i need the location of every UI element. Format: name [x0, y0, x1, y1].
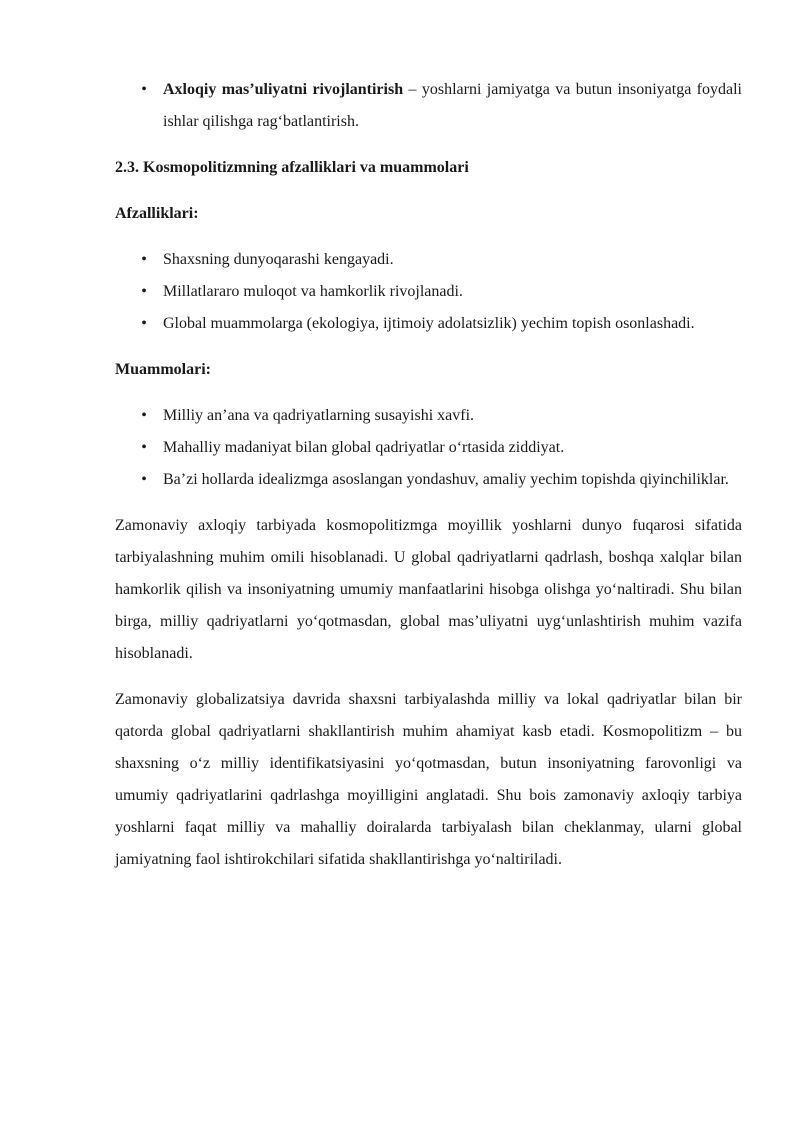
advantages-heading: Afzalliklari:	[115, 205, 199, 222]
bullet-bold-lead: Axloqiy mas’uliyatni rivojlantirish	[163, 81, 404, 98]
bullet-marker: •	[141, 283, 147, 300]
bullet-marker: •	[141, 81, 147, 98]
list-item-text: Shaxsning dunyoqarashi kengayadi.	[163, 251, 394, 268]
list-item-text: Global muammolarga (ekologiya, ijtimoiy adolatsizlik) yechim topish osonlashadi.	[163, 315, 695, 332]
list-item-text: Ba’zi hollarda idealizmga asoslangan yondashuv, amaliy yechim topishda qiyinchiliklar.	[163, 471, 729, 488]
list-item	[115, 400, 742, 432]
bullet-marker: •	[141, 315, 147, 332]
body-paragraph: Zamonaviy globalizatsiya davrida shaxsni tarbiyalashda milliy va lokal qadriyatlar bilan bir qatorda global qadriyatlarni shakllantirish muhim ahamiyat kasb etadi. Kosmopolitizm – bu shaxsning o‘z milliy identifikatsiyasini yo‘qotmasdan, butun insoniyatning farovonligi va umumiy qadriyatlarini qadrlashga moyilligini anglatadi. Shu bois zamonaviy axloqiy tarbiya yoshlarni faqat milliy va mahalliy doiralarda tarbiyalash bilan cheklanmay, ularni global jamiyatning faol ishtirokchilari sifatida shakllantirishga yo‘naltiriladi.	[115, 691, 742, 868]
bullet-marker: •	[141, 251, 147, 268]
top-bullet-list	[115, 74, 742, 138]
list-item-text: Milliy an’ana va qadriyatlarning susayishi xavfi.	[163, 407, 475, 424]
problems-heading: Muammolari:	[115, 361, 211, 378]
list-item	[115, 464, 742, 496]
list-item-text: Mahalliy madaniyat bilan global qadriyatlar o‘rtasida ziddiyat.	[163, 439, 565, 456]
list-item	[115, 308, 742, 340]
bullet-marker: •	[141, 439, 147, 456]
body-paragraph: Zamonaviy axloqiy tarbiyada kosmopolitizmga moyillik yoshlarni dunyo fuqarosi sifatida tarbiyalashning muhim omili hisoblanadi. U global qadriyatlarni qadrlash, boshqa xalqlar bilan hamkorlik qilish va insoniyatning umumiy manfaatlarini hisobga olishga yo‘naltiradi. Shu bilan birga, milliy qadriyatlarni yo‘qotmasdan, global mas’uliyatni uyg‘unlashtirish muhim vazifa hisoblanadi.	[115, 517, 742, 662]
section-heading: 2.3. Kosmopolitizmning afzalliklari va muammolari	[115, 159, 469, 176]
list-item	[115, 74, 742, 138]
advantages-list	[115, 244, 742, 340]
problems-list	[115, 400, 742, 496]
list-item-text: Millatlararo muloqot va hamkorlik rivojlanadi.	[163, 283, 463, 300]
document-page	[115, 74, 742, 890]
list-item	[115, 432, 742, 464]
bullet-marker: •	[141, 471, 147, 488]
bullet-text: – yoshlarni jamiyatga va butun insoniyatga foydali ishlar qilishga rag‘batlantirish.	[163, 81, 742, 130]
list-item	[115, 276, 742, 308]
bullet-marker: •	[141, 407, 147, 424]
list-item	[115, 244, 742, 276]
